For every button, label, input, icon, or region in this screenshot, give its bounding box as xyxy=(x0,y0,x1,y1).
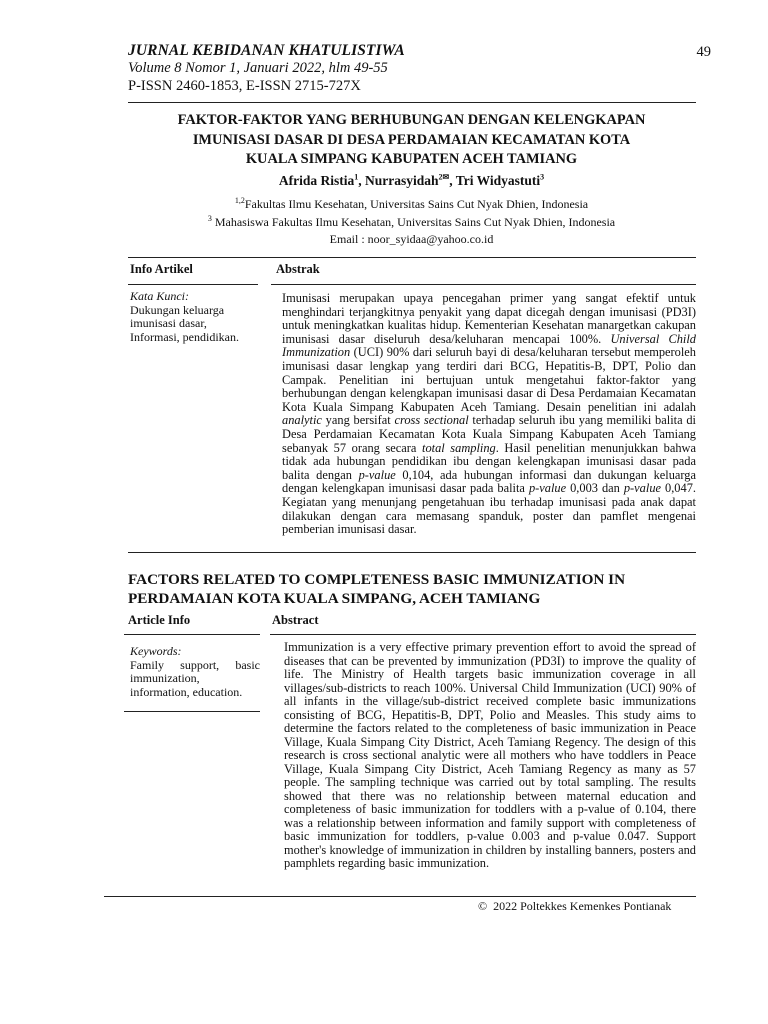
keywords-en-label: Keywords: xyxy=(130,644,182,658)
footer-rule xyxy=(104,896,696,897)
author-1: Afrida Ristia xyxy=(278,173,355,188)
en-keywords-bottom-rule xyxy=(124,711,260,712)
title-id-line-1: FAKTOR-FAKTOR YANG BERHUBUNGAN DENGAN KELENGKAPAN xyxy=(177,112,646,128)
contact-email[interactable]: Email : noor_syidaa@yahoo.co.id xyxy=(329,232,494,246)
en-abstract-rule xyxy=(270,634,696,635)
keywords-id-line-2: imunisasi dasar, xyxy=(130,316,207,330)
abstract-id-italic-5: p-value xyxy=(358,467,396,482)
abstract-id xyxy=(282,292,696,537)
abstract-label: Abstract xyxy=(272,613,319,627)
id-section-top-rule xyxy=(128,257,696,258)
article-title-id xyxy=(128,111,695,170)
keywords-en-line-1: Family support, basic xyxy=(130,657,260,672)
journal-volume: Volume 8 Nomor 1, Januari 2022, hlm 49-55 xyxy=(128,60,388,76)
keywords-en-line-2: immunization, xyxy=(130,671,200,685)
affiliation-1 xyxy=(128,196,695,214)
id-section-bottom-rule xyxy=(128,552,696,553)
copyright-icon: © xyxy=(478,899,488,913)
article-title-en xyxy=(128,571,698,608)
info-artikel-label: Info Artikel xyxy=(130,262,193,276)
keywords-id-label: Kata Kunci: xyxy=(130,289,189,303)
id-abstract-rule xyxy=(271,284,696,285)
abstract-id-text-4: terhadap seluruh ibu yang memiliki balita di Desa Perdamaian Kecamatan Kota Kuala Simpang Kabupaten Aceh Tamiang sebanyak 57 orang secara xyxy=(282,413,696,455)
affiliation-1-text: Fakultas Ilmu Kesehatan, Universitas Sains Cut Nyak Dhien, Indonesia xyxy=(244,197,589,211)
abstract-id-text-8: 0,047. Kegiatan yang menunjang pengetahuan ibu terhadap imunisasi pada anak dapat dilakukan dengan cara memasang spanduk, poster dan pamflet mengenai pemberian imunisasi dasar. xyxy=(282,481,696,537)
author-2-sup: 2✉ xyxy=(438,172,450,182)
footer-copyright-text: 2022 Poltekkes Kemenkes Pontianak xyxy=(493,899,672,913)
keywords-id xyxy=(130,290,265,344)
abstract-en: Immunization is a very effective primary prevention effort to avoid the spread of diseases that can be prevented by immunization (PD3I) to improve the quality of life. The Ministry of Health targets basic immunization coverage in all villages/sub-districts to reach 100%. Universal Child Immunization (UCI) 90% of all infants in the village/sub-district received complete basic immunizations consisting of BCG, Hepatitis-B, DPT, Polio and Measles. This study aims to determine the factors related to the completeness of basic immunization in Peace Village, Kuala Simpang City District, Aceh Tamiang Regency. The design of this research is cross sectional analytic were all mothers who have toddlers in Peace Village, Kuala Simpang City District, Aceh Tamiang Regency as many as 57 people. The sampling technique was carried out by total sampling. The results showed that there was no relationship between maternal education and completeness of basic immunization for toddlers with a p-value of 0.104, there was a relationship between information and family support with completeness of basic immunization for toddlers, p-value 0.003 and p-value 0.047. Support mother's knowledge of immunization in children by installing banners, posters and pamphlets regarding basic immunization. xyxy=(284,640,696,871)
abstract-id-italic-7: p-value xyxy=(623,481,662,496)
author-list: Afrida Ristia$^1$, Nurrasyidah$^{2✉}$, Tri Widyastuti$^3$ xyxy=(278,172,545,188)
title-id-line-2: IMUNISASI DASAR DI DESA PERDAMAIAN KECAMATAN KOTA xyxy=(192,131,631,148)
author-1-sup: 1 xyxy=(354,172,359,182)
abstract-id-text-5: . Hasil penelitian menunjukkan bahwa tidak ada hubungan pendidikan ibu dengan kelengkapan imunisasi dasar pada balita dengan xyxy=(282,440,696,482)
article-info-label: Article Info xyxy=(128,613,191,627)
affiliation-1-sup: 1,2 xyxy=(234,196,245,205)
journal-title: JURNAL KEBIDANAN KHATULISTIWA xyxy=(128,42,405,59)
abstract-id-text-6: 0,104, ada hubungan informasi dan dukungan keluarga dengan kelengkapan imunisasi dasar pada balita xyxy=(282,467,697,496)
author-3: Tri Widyastuti xyxy=(455,173,541,188)
journal-issn: P-ISSN 2460-1853, E-ISSN 2715-727X xyxy=(128,78,361,94)
affiliation-2 xyxy=(128,214,695,232)
author-2: Nurrasyidah xyxy=(364,173,439,188)
keywords-id-line-3: Informasi, pendidikan. xyxy=(130,329,239,344)
keywords-en xyxy=(130,645,260,699)
abstrak-label: Abstrak xyxy=(276,262,320,276)
abstract-id-italic-2: analytic xyxy=(282,413,322,428)
abstract-id-italic-1: Universal Child Immunization xyxy=(282,331,696,360)
keywords-en-line-3: information, education. xyxy=(130,684,243,699)
title-en-line-2: PERDAMAIAN KOTA KUALA SIMPANG, ACEH TAMIANG xyxy=(128,589,541,607)
abstract-id-italic-4: total sampling xyxy=(422,440,496,455)
abstract-id-italic-6: p-value xyxy=(528,481,567,496)
title-en-line-1: FACTORS RELATED TO COMPLETENESS BASIC IMMUNIZATION IN xyxy=(128,571,626,588)
affiliations xyxy=(128,196,695,249)
header-rule xyxy=(128,102,696,103)
footer-copyright xyxy=(478,899,671,914)
abstract-id-text-3: yang bersifat xyxy=(321,413,395,428)
abstract-id-text-2: (UCI) 90% dari seluruh bayi di desa/keluharan tersebut memperoleh imunisasi dasar lengkap yang terdiri dari BCG, Hepatitis-B, DPT, Polio dan Campak. Penelitian ini bertujuan untuk mengetahui faktor-faktor yang berhubungan dengan kelengkapan imunisasi dasar di Desa Perdamaian Kecamatan Kota Kuala Simpang Kabupaten Aceh Tamiang. Desain penelitian ini adalah xyxy=(282,345,696,414)
page-number: 49 xyxy=(696,44,711,60)
keywords-id-line-1: Dukungan keluarga xyxy=(130,302,225,317)
id-info-rule xyxy=(128,284,258,285)
abstract-id-text-7: 0,003 dan xyxy=(566,481,624,496)
en-info-rule xyxy=(124,634,260,635)
author-3-sup: 3 xyxy=(540,172,545,182)
affiliation-2-text: Mahasiswa Fakultas Ilmu Kesehatan, Universitas Sains Cut Nyak Dhien, Indonesia xyxy=(214,214,616,229)
abstract-id-italic-3: cross sectional xyxy=(394,413,469,428)
affiliation-2-sup: 3 xyxy=(207,213,212,223)
title-id-line-3: KUALA SIMPANG KABUPATEN ACEH TAMIANG xyxy=(245,151,578,167)
abstract-id-text-1: Imunisasi merupakan upaya pencegahan primer yang sangat efektif untuk menghindari terjangkitnya penyakit yang dapat dicegah dengan imunisasi (PD3I) untuk meningkatkan kualitas hidup. Kementerian Kesehatan manargetkan cakupan imunisasi dasar diseluruh desa/keluharan mencapai 100%. xyxy=(282,291,696,346)
